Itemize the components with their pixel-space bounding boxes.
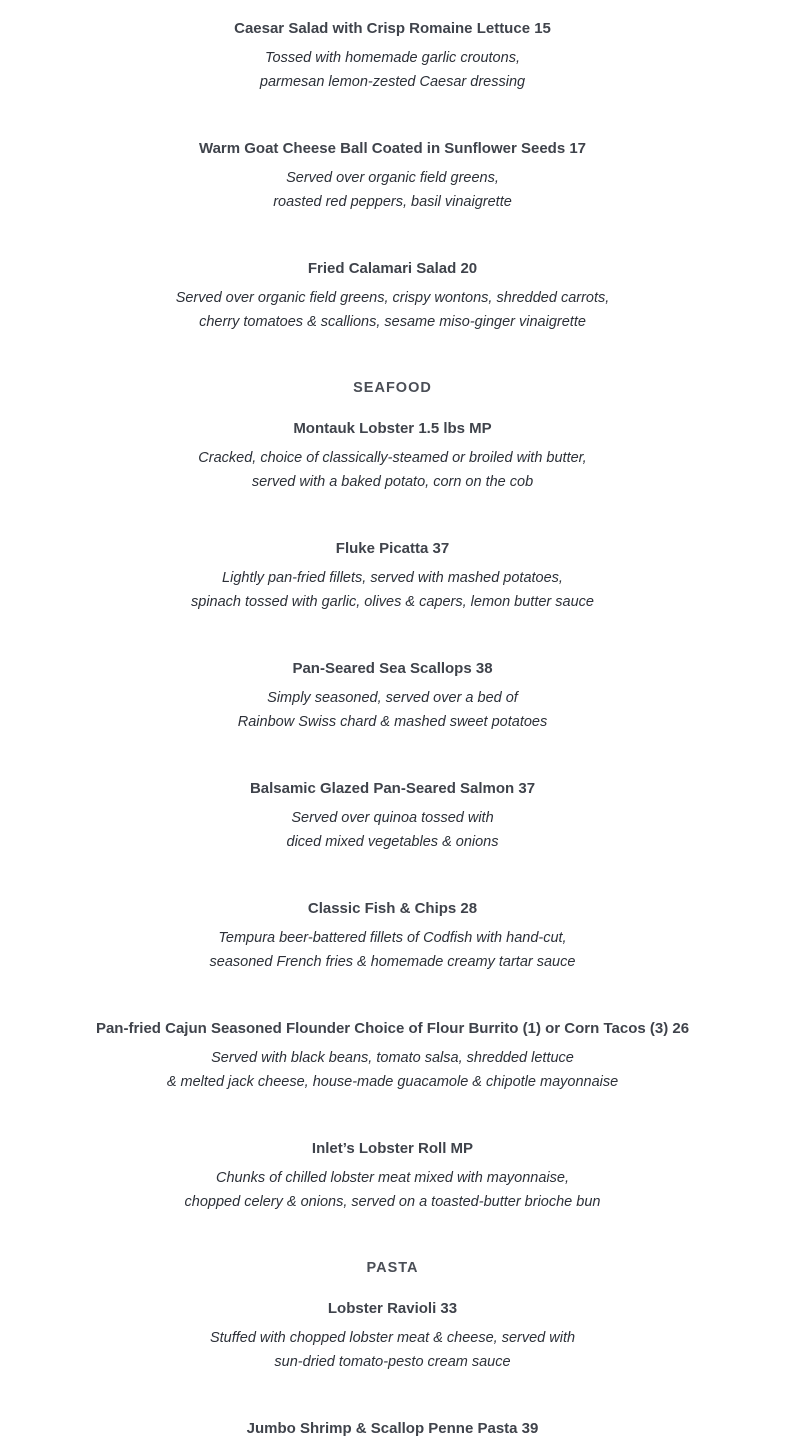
menu-item-title: Pan-Seared Sea Scallops 38 <box>292 660 493 677</box>
description-line: Tossed with homemade garlic croutons, <box>265 50 520 66</box>
menu-item-goat-cheese-ball <box>0 139 785 214</box>
menu-item-description <box>0 806 785 854</box>
menu-item-title: Warm Goat Cheese Ball Coated in Sunflower Seeds 17 <box>198 140 587 157</box>
description-line: Tempura beer-battered fillets of Codfish with hand-cut, <box>218 930 567 946</box>
description-line: spinach tossed with garlic, olives & capers, lemon butter sauce <box>191 594 594 610</box>
menu-item-sea-scallops <box>0 659 785 734</box>
description-line: Served over organic field greens, crispy wontons, shredded carrots, <box>175 290 610 306</box>
description-line: cherry tomatoes & scallions, sesame miso-ginger vinaigrette <box>199 314 586 330</box>
menu-item-description <box>0 686 785 734</box>
menu-item-title: Montauk Lobster 1.5 lbs MP <box>293 420 492 437</box>
description-line: diced mixed vegetables & onions <box>286 834 499 850</box>
description-line: Chunks of chilled lobster meat mixed with mayonnaise, <box>216 1170 569 1186</box>
menu-item-title: Balsamic Glazed Pan-Seared Salmon 37 <box>249 780 536 797</box>
section-heading-seafood: SEAFOOD <box>353 380 432 396</box>
description-line: Stuffed with chopped lobster meat & cheese, served with <box>209 1330 576 1346</box>
menu-item-description <box>0 166 785 214</box>
description-line: served with a baked potato, corn on the cob <box>251 474 534 490</box>
description-line: parmesan lemon-zested Caesar dressing <box>259 74 526 90</box>
menu-item-montauk-lobster <box>0 419 785 494</box>
description-line: & melted jack cheese, house-made guacamole & chipotle mayonnaise <box>166 1074 619 1090</box>
menu-item-title: Fluke Picatta 37 <box>335 540 450 557</box>
menu-item-cajun-flounder <box>0 1019 785 1094</box>
description-line: Served over quinoa tossed with <box>291 810 494 826</box>
menu-item-title: Pan-fried Cajun Seasoned Flounder Choice of Flour Burrito (1) or Corn Tacos (3) 26 <box>95 1020 690 1037</box>
menu-item-title: Caesar Salad with Crisp Romaine Lettuce 15 <box>234 20 551 37</box>
menu-item-description <box>0 1326 785 1374</box>
menu-item-description <box>0 566 785 614</box>
menu-item-title: Fried Calamari Salad 20 <box>307 260 478 277</box>
menu-item-title: Classic Fish & Chips 28 <box>307 900 478 917</box>
menu-item-description <box>0 446 785 494</box>
description-line: Simply seasoned, served over a bed of <box>267 690 518 706</box>
menu-item-description <box>0 926 785 974</box>
menu-item-shrimp-scallop-penne <box>0 1419 785 1438</box>
menu-item-fish-and-chips <box>0 899 785 974</box>
description-line: chopped celery & onions, served on a toasted-butter brioche bun <box>184 1194 601 1210</box>
menu-item-lobster-ravioli <box>0 1299 785 1374</box>
description-line: Served with black beans, tomato salsa, shredded lettuce <box>211 1050 574 1066</box>
menu-item-title: Jumbo Shrimp & Scallop Penne Pasta 39 <box>246 1420 539 1437</box>
description-line: Lightly pan-fried fillets, served with mashed potatoes, <box>222 570 563 586</box>
menu-item-caesar-salad <box>0 19 785 94</box>
menu-item-glazed-salmon <box>0 779 785 854</box>
menu-item-description <box>0 1046 785 1094</box>
description-line: sun-dried tomato-pesto cream sauce <box>274 1354 511 1370</box>
menu-item-fried-calamari-salad <box>0 259 785 334</box>
description-line: roasted red peppers, basil vinaigrette <box>273 194 512 210</box>
menu-item-description <box>0 46 785 94</box>
menu-item-title: Lobster Ravioli 33 <box>327 1300 458 1317</box>
description-line: Rainbow Swiss chard & mashed sweet potatoes <box>237 714 548 730</box>
description-line: Served over organic field greens, <box>286 170 499 186</box>
menu-item-title: Inlet’s Lobster Roll MP <box>311 1140 474 1157</box>
menu-item-lobster-roll <box>0 1139 785 1214</box>
description-line: Cracked, choice of classically-steamed or broiled with butter, <box>198 450 587 466</box>
menu-item-description <box>0 1166 785 1214</box>
description-line: seasoned French fries & homemade creamy tartar sauce <box>209 954 576 970</box>
menu-item-description <box>0 286 785 334</box>
section-heading-pasta: PASTA <box>366 1260 419 1276</box>
menu-item-fluke-picatta <box>0 539 785 614</box>
